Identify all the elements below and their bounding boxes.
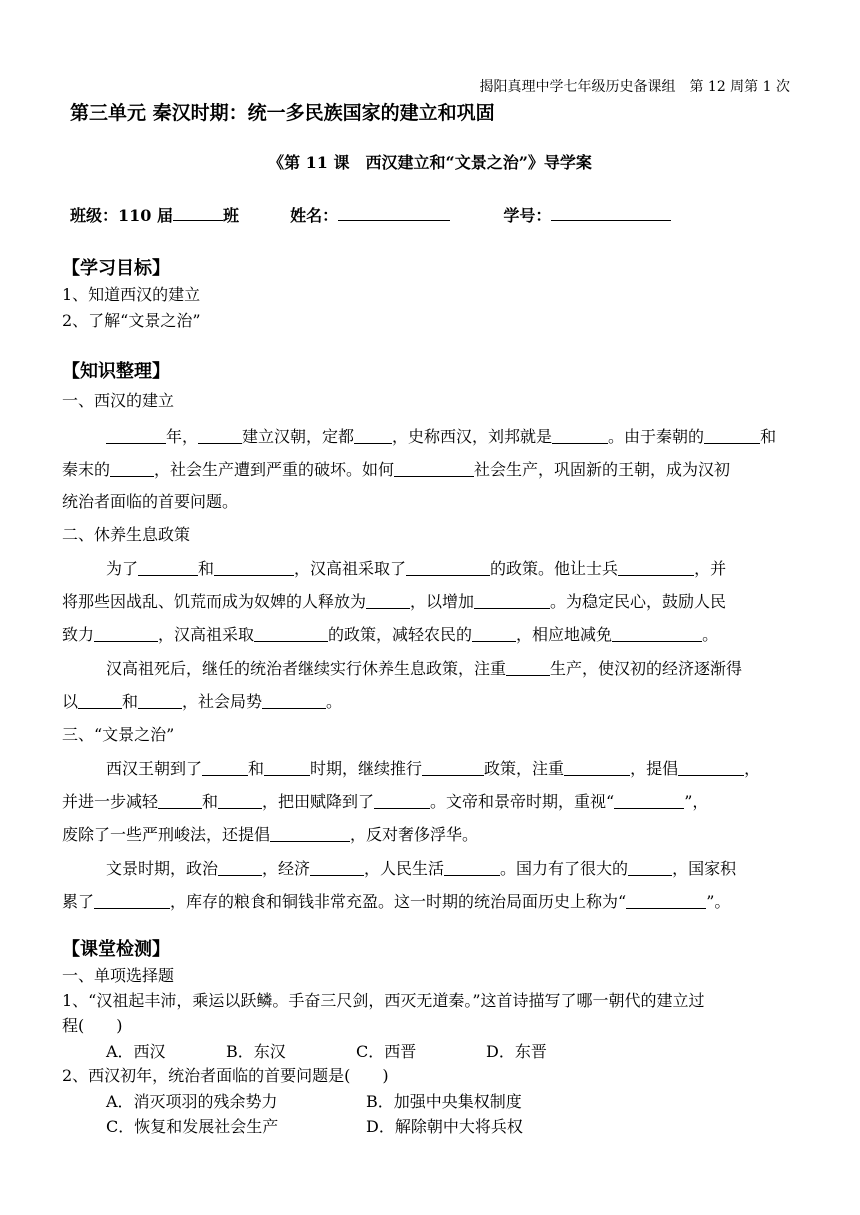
option-d[interactable]: D．解除朝中大将兵权 (366, 1117, 523, 1136)
fill-blank[interactable] (614, 793, 684, 809)
fill-blank[interactable] (310, 860, 364, 876)
fill-blank[interactable] (354, 428, 392, 444)
header-info: 揭阳真理中学七年级历史备课组 第 12 周第 1 次 (479, 79, 790, 95)
section-title: 一、西汉的建立 (62, 391, 175, 410)
fill-blank[interactable] (264, 760, 310, 776)
name-blank[interactable] (338, 206, 450, 221)
fill-blank[interactable] (254, 626, 328, 642)
text-line: 废除了一些严刑峻法，还提倡 ，反对奢侈浮华。 (62, 825, 479, 844)
fill-blank[interactable] (94, 626, 158, 642)
fill-blank[interactable] (138, 560, 198, 576)
fill-blank[interactable] (218, 860, 262, 876)
fill-blank[interactable] (422, 760, 484, 776)
question-2-text: 2、西汉初年，统治者面临的首要问题是( ) (62, 1066, 389, 1085)
objective-item: 1、知道西汉的建立 (62, 285, 201, 304)
text-line: 为了 和 ，汉高祖采取了 的政策。他让士兵 ，并 (106, 559, 727, 578)
fill-blank[interactable] (612, 626, 702, 642)
fill-blank[interactable] (678, 760, 744, 776)
question-1-text: 1、“汉祖起丰沛，乘运以跃鳞。手奋三尺剑，西灭无道秦。”这首诗描写了哪一朝代的建立过 (62, 991, 705, 1010)
objectives-heading: 【学习目标】 (62, 258, 170, 279)
section-title: 二、休养生息政策 (62, 525, 191, 544)
fill-blank[interactable] (564, 760, 630, 776)
fill-blank[interactable] (506, 660, 550, 676)
fill-blank[interactable] (474, 593, 550, 609)
fill-blank[interactable] (472, 626, 516, 642)
text-line: 汉高祖死后，继任的统治者继续实行休养生息政策，注重 生产，使汉初的经济逐渐得 (106, 659, 743, 678)
fill-blank[interactable] (444, 860, 500, 876)
text-line: 秦末的 ，社会生产遭到严重的破坏。如何 社会生产，巩固新的王朝，成为汉初 (62, 460, 731, 479)
text-line: 统治者面临的首要问题。 (62, 492, 239, 511)
option-a[interactable]: A．消灭项羽的残余势力 (106, 1092, 278, 1111)
fill-blank[interactable] (626, 893, 706, 909)
fill-blank[interactable] (158, 793, 202, 809)
fill-blank[interactable] (394, 461, 474, 477)
option-c[interactable]: C．西晋 (356, 1042, 417, 1061)
class-suffix: 班 (222, 206, 239, 225)
class-label: 班级：110 届 (70, 206, 173, 225)
option-b[interactable]: B．东汉 (226, 1042, 286, 1061)
fill-blank[interactable] (218, 793, 262, 809)
fill-blank[interactable] (106, 428, 166, 444)
class-blank[interactable] (173, 206, 223, 221)
fill-blank[interactable] (270, 826, 350, 842)
fill-blank[interactable] (214, 560, 294, 576)
fill-blank[interactable] (552, 428, 608, 444)
fill-blank[interactable] (366, 593, 410, 609)
fill-blank[interactable] (94, 893, 170, 909)
fill-blank[interactable] (138, 693, 182, 709)
section-title: 三、“文景之治” (62, 725, 175, 744)
fill-blank[interactable] (704, 428, 760, 444)
text-line: 并进一步减轻 和 ，把田赋降到了 。文帝和景帝时期，重视“ ”， (62, 792, 709, 811)
unit-title: 第三单元 秦汉时期：统一多民族国家的建立和巩固 (70, 102, 495, 124)
fill-blank[interactable] (78, 693, 122, 709)
option-b[interactable]: B．加强中央集权制度 (366, 1092, 522, 1111)
name-label: 姓名： (290, 206, 339, 225)
option-a[interactable]: A．西汉 (106, 1042, 166, 1061)
question-type: 一、单项选择题 (62, 966, 175, 985)
student-info-row (70, 203, 671, 226)
text-line: 年， 建立汉朝，定都 ，史称西汉，刘邦就是 。由于秦朝的 和 (106, 424, 776, 447)
question-1-text-cont: 程( ) (62, 1016, 123, 1035)
fill-blank[interactable] (110, 461, 154, 477)
text-line: 致力 ，汉高祖采取 的政策，减轻农民的 ，相应地减免 。 (62, 625, 719, 644)
fill-blank[interactable] (406, 560, 490, 576)
text-line: 累了 ，库存的粮食和铜钱非常充盈。这一时期的统治局面历史上称为“ ”。 (62, 892, 731, 911)
text-line: 以 和 ，社会局势 。 (62, 692, 343, 711)
id-blank[interactable] (551, 206, 671, 221)
knowledge-heading: 【知识整理】 (62, 361, 170, 382)
objective-item: 2、了解“文景之治” (62, 311, 201, 330)
fill-blank[interactable] (262, 693, 326, 709)
check-heading: 【课堂检测】 (62, 939, 170, 960)
fill-blank[interactable] (198, 428, 242, 444)
text-line: 将那些因战乱、饥荒而成为奴婢的人释放为 ，以增加 。为稳定民心，鼓励人民 (62, 592, 727, 611)
fill-blank[interactable] (374, 793, 430, 809)
text-line: 文景时期，政治 ，经济 ，人民生活 。国力有了很大的 ，国家积 (106, 859, 737, 878)
text-line: 西汉王朝到了 和 时期，继续推行 政策，注重 ，提倡 ， (106, 759, 761, 778)
fill-blank[interactable] (628, 860, 672, 876)
lesson-title: 《第 11 课 西汉建立和“文景之治”》导学案 (268, 153, 592, 172)
id-label: 学号： (503, 206, 552, 225)
option-d[interactable]: D．东晋 (486, 1042, 547, 1061)
option-c[interactable]: C．恢复和发展社会生产 (106, 1117, 279, 1136)
fill-blank[interactable] (618, 560, 694, 576)
fill-blank[interactable] (202, 760, 248, 776)
